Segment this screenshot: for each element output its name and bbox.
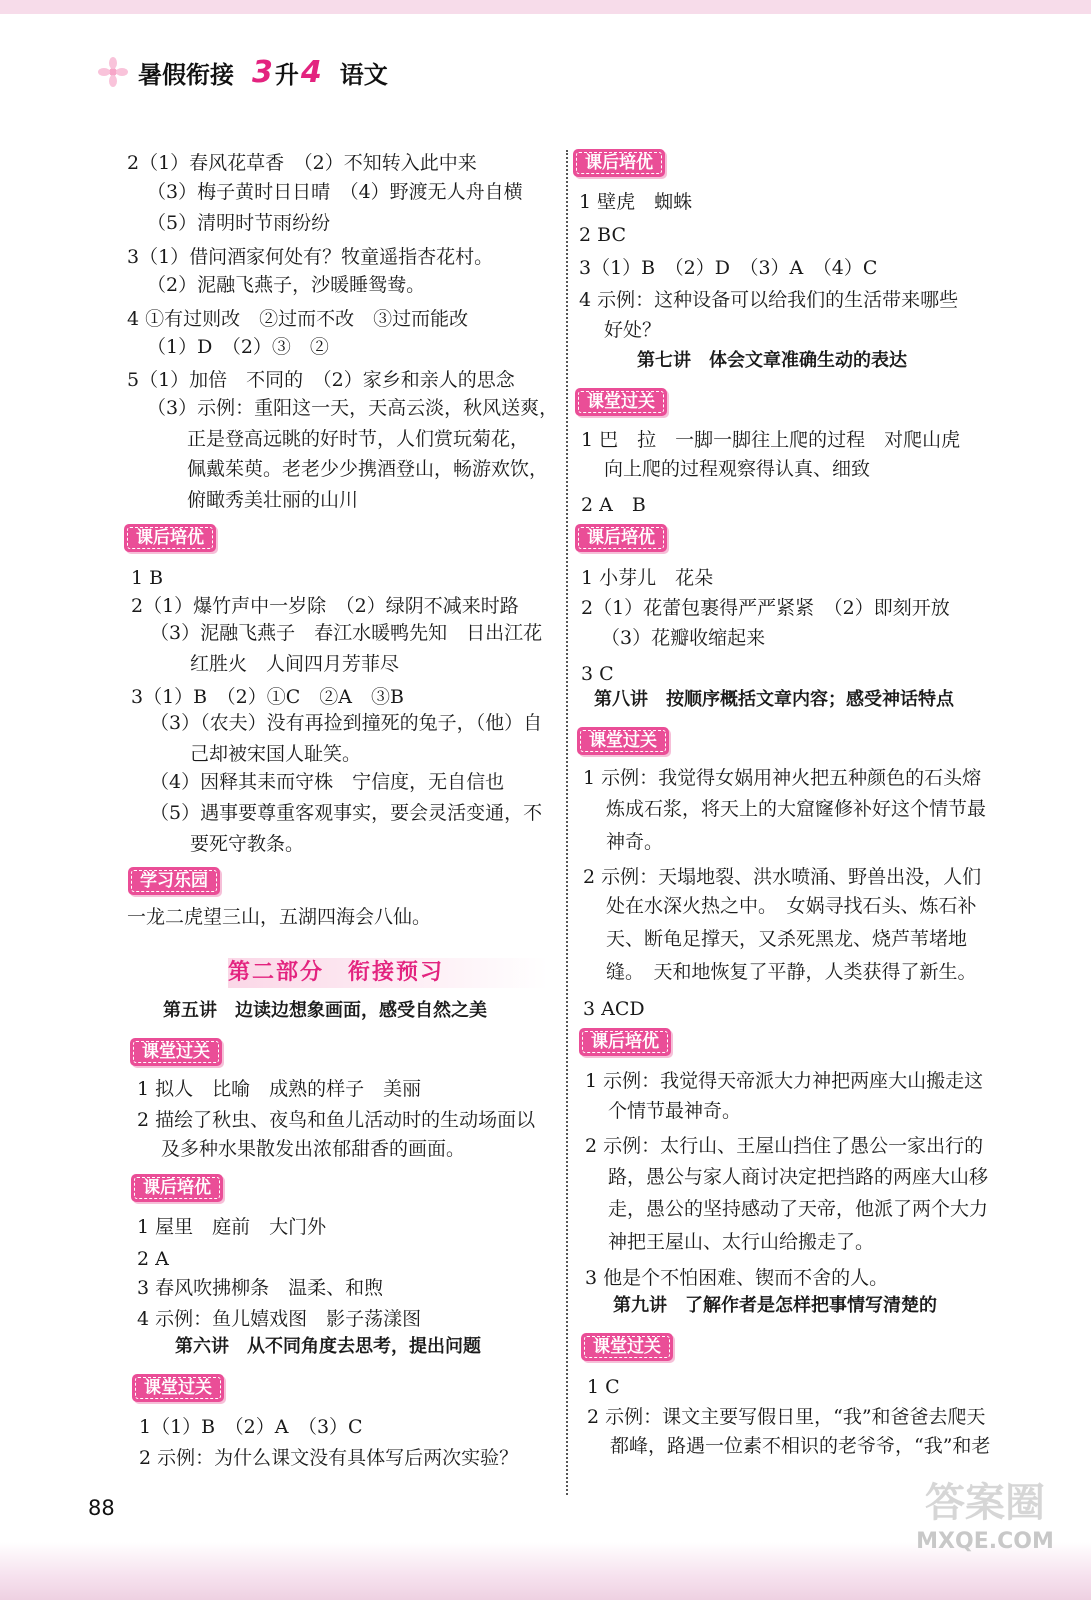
- part-heading: [228, 958, 548, 988]
- answer-line: （4）因释其耒而守株 宁信度，无自信也: [150, 771, 505, 793]
- part-heading-text: 第二部分 衔接预习: [228, 960, 445, 985]
- answer-line: 向上爬的过程观察得认真、细致: [604, 458, 871, 480]
- watermark-url: MXQE.COM: [916, 1529, 1054, 1554]
- lecture-title-9: 第九讲 了解作者是怎样把事情写清楚的: [613, 1295, 937, 1316]
- flower-icon: [98, 57, 128, 87]
- answer-line: 3 他是个不怕困难、锲而不舍的人。: [585, 1267, 889, 1289]
- answer-line: 2 A B: [581, 494, 646, 516]
- section-tag-kehou: 课后培优: [579, 1028, 671, 1056]
- answer-line: 3 春风吹拂柳条 温柔、和煦: [137, 1277, 384, 1299]
- answer-line: 一龙二虎望三山，五湖四海会八仙。: [127, 906, 432, 928]
- answer-line: 2（1）春风花草香 （2）不知转入此中来: [127, 152, 477, 174]
- answer-line: （3）（农夫）没有再捡到撞死的兔子，（他）自: [150, 712, 543, 734]
- answer-line: 2 BC: [579, 224, 626, 246]
- answer-line: 2（1）爆竹声中一岁除 （2）绿阴不减来时路: [131, 595, 519, 617]
- section-tag-xuexi: 学习乐园: [128, 867, 220, 895]
- lecture-title-6: 第六讲 从不同角度去思考，提出问题: [175, 1336, 481, 1357]
- answer-line: 都峰，路遇一位素不相识的老爷爷，“我”和老: [610, 1435, 991, 1457]
- answer-line: 1 示例：我觉得天帝派大力神把两座大山搬走这: [585, 1070, 984, 1092]
- answer-line: 3 C: [581, 663, 614, 685]
- answer-line: （3）泥融飞燕子 春江水暖鸭先知 日出江花: [150, 622, 543, 644]
- answer-line: 3（1）借问酒家何处有？牧童遥指杏花村。: [127, 246, 494, 268]
- watermark: [905, 1478, 1065, 1578]
- section-tag-ketang: 课堂过关: [130, 1038, 222, 1066]
- answer-line: （3）花瓣收缩起来: [601, 627, 766, 649]
- answer-line: 1 B: [131, 567, 164, 589]
- answer-line: （3）梅子黄时日日晴 （4）野渡无人舟自横: [147, 181, 523, 203]
- answer-line: （2）泥融飞燕子，沙暖睡鸳鸯。: [147, 274, 426, 296]
- answer-line: 3（1）B （2）①C ②A ③B: [131, 686, 404, 708]
- answer-line: 2 示例：为什么课文没有具体写后两次实验？: [139, 1447, 519, 1469]
- answer-line: 1 壁虎 蜘蛛: [579, 191, 693, 213]
- section-tag-ketang: 课堂过关: [581, 1333, 673, 1361]
- answer-line: 1（1）B （2）A （3）C: [139, 1416, 363, 1438]
- answer-line: 正是登高远眺的好时节，人们赏玩菊花，: [187, 428, 530, 450]
- page-number: 88: [88, 1496, 115, 1520]
- lecture-title-8: 第八讲 按顺序概括文章内容；感受神话特点: [594, 689, 954, 710]
- answer-line: 好处？: [604, 319, 662, 341]
- answer-line: 3 ACD: [583, 998, 645, 1020]
- header-subject: 语文: [339, 60, 388, 89]
- answer-line: 2 A: [137, 1248, 169, 1270]
- section-tag-kehou: 课后培优: [575, 524, 667, 552]
- answer-line: 路，愚公与家人商讨决定把挡路的两座大山移: [608, 1166, 989, 1188]
- section-tag-ketang: 课堂过关: [132, 1374, 224, 1402]
- answer-line: 2（1）花蕾包裹得严严紧紧 （2）即刻开放: [581, 597, 950, 619]
- page-header: [98, 50, 388, 94]
- section-tag-ketang: 课堂过关: [575, 388, 667, 416]
- answer-line: 要死守教条。: [190, 833, 305, 855]
- answer-line: （3）示例：重阳这一天，天高云淡，秋风送爽，: [147, 397, 559, 419]
- answer-line: 天、断龟足撑天，又杀死黑龙、烧芦苇堵地: [606, 928, 968, 950]
- answer-line: 俯瞰秀美壮丽的山川: [187, 489, 359, 511]
- answer-line: 1 示例：我觉得女娲用神火把五种颜色的石头熔: [583, 767, 982, 789]
- top-band: [0, 0, 1091, 14]
- header-title: 暑假衔接: [138, 60, 234, 89]
- answer-line: 缝。 天和地恢复了平静，人类获得了新生。: [606, 961, 977, 983]
- answer-line: 及多种水果散发出浓郁甜香的画面。: [161, 1138, 466, 1160]
- answer-line: 2 示例：天塌地裂、洪水喷涌、野兽出没，人们: [583, 866, 982, 888]
- answer-line: （1）D （2）③ ②: [147, 336, 329, 358]
- lecture-title-7: 第七讲 体会文章准确生动的表达: [637, 350, 907, 371]
- header-grade-to: 4: [300, 54, 322, 90]
- section-tag-kehou: 课后培优: [573, 149, 665, 177]
- answer-line: 处在水深火热之中。 女娲寻找石头、炼石补: [606, 895, 977, 917]
- answer-line: 5（1）加倍 不同的 （2）家乡和亲人的思念: [127, 369, 515, 391]
- answer-line: 2 描绘了秋虫、夜鸟和鱼儿活动时的生动场面以: [137, 1109, 536, 1131]
- answer-line: 4 ①有过则改 ②过而不改 ③过而能改: [127, 308, 469, 330]
- answer-line: 炼成石浆，将天上的大窟窿修补好这个情节最: [606, 798, 987, 820]
- answer-line: 个情节最神奇。: [608, 1100, 742, 1122]
- answer-line: 2 示例：太行山、王屋山挡住了愚公一家出行的: [585, 1135, 984, 1157]
- answer-line: 2 示例：课文主要写假日里，“我”和爸爸去爬天: [587, 1406, 986, 1428]
- answer-line: 走，愚公的坚持感动了天帝，他派了两个大力: [608, 1198, 989, 1220]
- answer-line: 1 C: [587, 1376, 620, 1398]
- answer-line: 3（1）B （2）D （3）A （4）C: [579, 257, 878, 279]
- answer-line: 红胜火 人间四月芳菲尽: [190, 653, 400, 675]
- answer-line: 佩戴茱萸。老老少少携酒登山，畅游欢饮，: [187, 458, 549, 480]
- answer-line: 4 示例：鱼儿嬉戏图 影子荡漾图: [137, 1308, 422, 1330]
- answer-line: 神把王屋山、太行山给搬走了。: [608, 1231, 875, 1253]
- answer-line: （5）清明时节雨纷纷: [147, 212, 331, 234]
- answer-line: 1 屋里 庭前 大门外: [137, 1216, 327, 1238]
- section-tag-ketang: 课堂过关: [577, 727, 669, 755]
- answer-line: （5）遇事要尊重客观事实，要会灵活变通，不: [150, 802, 543, 824]
- answer-line: 4 示例：这种设备可以给我们的生活带来哪些: [579, 289, 959, 311]
- section-tag-kehou: 课后培优: [131, 1174, 223, 1202]
- answer-line: 1 拟人 比喻 成熟的样子 美丽: [137, 1078, 422, 1100]
- header-sheng: 升: [274, 60, 299, 89]
- section-tag-kehou: 课后培优: [124, 524, 216, 552]
- answer-line: 1 小芽儿 花朵: [581, 567, 714, 589]
- lecture-title-5: 第五讲 边读边想象画面，感受自然之美: [163, 1000, 487, 1021]
- header-grade-from: 3: [252, 54, 273, 90]
- watermark-logo-text: 答案圈: [925, 1480, 1045, 1526]
- answer-line: 己却被宋国人耻笑。: [190, 743, 362, 765]
- answer-line: 神奇。: [606, 831, 664, 853]
- answer-line: 1 巴 拉 一脚一脚往上爬的过程 对爬山虎: [581, 429, 961, 451]
- column-divider: [566, 150, 568, 1495]
